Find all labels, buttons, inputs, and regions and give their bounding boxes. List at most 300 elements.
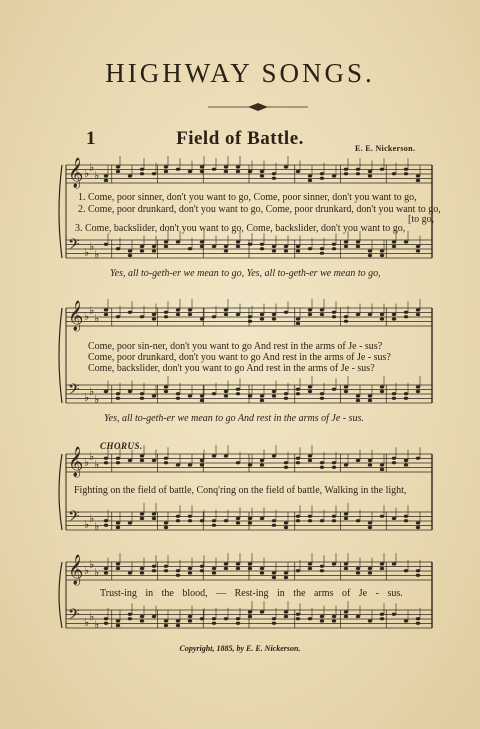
note: [284, 466, 288, 469]
note: [368, 521, 372, 524]
note: [368, 249, 372, 252]
note: [248, 170, 252, 173]
note: [248, 567, 252, 570]
note: [404, 519, 408, 522]
note: [416, 526, 420, 529]
verse-line-3: 3. Come, backslider, don't you want to go, Come, backslider, don't you want to go,: [75, 223, 406, 234]
note: [188, 615, 192, 618]
note: [356, 394, 360, 397]
note: [308, 562, 312, 565]
note: [248, 320, 252, 323]
flat-icon: ♭: [89, 385, 95, 398]
note: [188, 619, 192, 622]
note: [332, 174, 336, 177]
note: [176, 519, 180, 522]
note: [356, 245, 360, 248]
note: [164, 170, 168, 173]
note: [404, 315, 408, 318]
note: [260, 610, 264, 613]
note: [152, 517, 156, 520]
note: [140, 392, 144, 395]
note: [248, 521, 252, 524]
note: [176, 515, 180, 518]
note: [116, 619, 120, 622]
note: [212, 454, 216, 457]
note: [248, 562, 252, 565]
note: [296, 569, 300, 572]
note: [176, 624, 180, 627]
note: [368, 170, 372, 173]
note: [212, 315, 216, 318]
note: [380, 515, 384, 518]
note: [344, 463, 348, 466]
note: [344, 172, 348, 175]
note: [104, 519, 108, 522]
note: [320, 313, 324, 316]
hymn-number: 1: [86, 128, 96, 149]
note: [296, 617, 300, 620]
note: [164, 245, 168, 248]
note: [260, 247, 264, 250]
note: [200, 240, 204, 243]
note: [344, 390, 348, 393]
note: [344, 517, 348, 520]
note: [140, 454, 144, 457]
note: [140, 567, 144, 570]
note: [164, 619, 168, 622]
note: [224, 567, 228, 570]
note: [260, 317, 264, 320]
note: [320, 172, 324, 175]
note: [404, 619, 408, 622]
note: [104, 571, 108, 574]
note: [260, 174, 264, 177]
note: [296, 317, 300, 320]
note: [164, 624, 168, 627]
note: [152, 249, 156, 252]
flat-icon: ♭: [84, 564, 90, 577]
note: [260, 567, 264, 570]
note: [104, 461, 108, 464]
note: [416, 569, 420, 572]
note: [200, 463, 204, 466]
note: [332, 243, 336, 246]
note: [140, 459, 144, 462]
note: [284, 610, 288, 613]
note: [332, 461, 336, 464]
chorus-lyric-line: Fighting on the field of battle, Conq'ring on the field of battle, Walking in the light,: [74, 485, 407, 496]
note: [380, 313, 384, 316]
note: [140, 249, 144, 252]
verse-line-3: Come, backslider, don't you want to go And rest in the arms of Je - sus?: [88, 363, 375, 374]
note: [236, 517, 240, 520]
note: [392, 317, 396, 320]
note: [116, 567, 120, 570]
note: [332, 519, 336, 522]
note: [368, 459, 372, 462]
flat-icon: ♭: [84, 391, 90, 404]
note: [380, 617, 384, 620]
verse-line-1: 1. Come, poor sinner, don't you want to go, Come, poor sinner, don't you want to go,: [78, 192, 417, 203]
note: [296, 392, 300, 395]
note: [260, 394, 264, 397]
note: [140, 397, 144, 400]
note: [344, 315, 348, 318]
copyright-line: Copyright, 1885, by E. E. Nickerson.: [179, 644, 301, 653]
note: [356, 459, 360, 462]
note: [224, 519, 228, 522]
note: [308, 247, 312, 250]
flat-icon: ♭: [94, 248, 100, 261]
note: [404, 311, 408, 314]
note: [260, 170, 264, 173]
note: [200, 617, 204, 620]
note: [332, 562, 336, 565]
treble-clef-icon: 𝄞: [68, 555, 84, 585]
flat-icon: ♭: [89, 450, 95, 463]
note: [368, 399, 372, 402]
note: [140, 512, 144, 515]
note: [200, 399, 204, 402]
flat-icon: ♭: [84, 616, 90, 629]
note: [128, 254, 132, 257]
note: [224, 165, 228, 168]
note: [380, 168, 384, 171]
note: [164, 565, 168, 568]
note: [272, 454, 276, 457]
bass-clef-icon: 𝄢: [68, 236, 80, 257]
note: [380, 468, 384, 471]
note: [284, 576, 288, 579]
note: [380, 249, 384, 252]
note: [128, 571, 132, 574]
note: [344, 320, 348, 323]
note: [404, 463, 408, 466]
note: [296, 461, 300, 464]
note: [164, 569, 168, 572]
system-brace-icon: [59, 308, 62, 403]
note: [176, 397, 180, 400]
note: [200, 459, 204, 462]
note: [188, 394, 192, 397]
note: [296, 249, 300, 252]
note: [260, 243, 264, 246]
note: [164, 165, 168, 168]
note: [128, 459, 132, 462]
note: [164, 526, 168, 529]
note: [272, 249, 276, 252]
note: [344, 512, 348, 515]
flat-icon: ♭: [84, 246, 90, 259]
note: [236, 388, 240, 391]
note: [284, 165, 288, 168]
note: [272, 576, 276, 579]
note: [236, 617, 240, 620]
note: [152, 615, 156, 618]
note: [260, 459, 264, 462]
note: [284, 392, 288, 395]
flat-icon: ♭: [84, 456, 90, 469]
note: [188, 247, 192, 250]
note: [188, 170, 192, 173]
note: [128, 249, 132, 252]
note: [416, 574, 420, 577]
note: [236, 562, 240, 565]
note: [224, 245, 228, 248]
note: [332, 388, 336, 391]
note: [248, 463, 252, 466]
flat-icon: ♭: [89, 512, 95, 525]
note: [236, 521, 240, 524]
note: [176, 168, 180, 171]
note: [212, 245, 216, 248]
note: [416, 385, 420, 388]
note: [332, 311, 336, 314]
bass-clef-icon: 𝄢: [68, 606, 80, 627]
note: [356, 571, 360, 574]
note: [212, 622, 216, 625]
note: [224, 390, 228, 393]
note: [416, 308, 420, 311]
note: [176, 574, 180, 577]
note: [344, 610, 348, 613]
flat-icon: ♭: [94, 393, 100, 406]
note: [284, 571, 288, 574]
note: [188, 515, 192, 518]
note: [404, 392, 408, 395]
note: [224, 562, 228, 565]
note: [380, 390, 384, 393]
note: [284, 311, 288, 314]
note: [296, 322, 300, 325]
chorus-label: CHORUS.: [100, 441, 143, 451]
note: [260, 463, 264, 466]
note: [212, 571, 216, 574]
note: [236, 313, 240, 316]
note: [380, 317, 384, 320]
note: [104, 313, 108, 316]
note: [284, 245, 288, 248]
note: [224, 617, 228, 620]
note: [176, 313, 180, 316]
note: [236, 240, 240, 243]
note: [308, 313, 312, 316]
note: [356, 240, 360, 243]
verse-line-2: 2. Come, poor drunkard, don't you want to go, Come, poor drunkard, don't you want to go,: [78, 204, 441, 215]
note: [248, 517, 252, 520]
note: [320, 519, 324, 522]
note: [320, 565, 324, 568]
note: [176, 392, 180, 395]
note: [272, 524, 276, 527]
note: [344, 245, 348, 248]
note: [212, 168, 216, 171]
note: [176, 569, 180, 572]
note: [116, 624, 120, 627]
note: [116, 392, 120, 395]
note: [380, 567, 384, 570]
note: [128, 174, 132, 177]
note: [176, 240, 180, 243]
note: [416, 622, 420, 625]
note: [152, 512, 156, 515]
note: [296, 245, 300, 248]
note: [200, 519, 204, 522]
note: [284, 461, 288, 464]
note: [308, 308, 312, 311]
treble-clef-icon: 𝄞: [68, 158, 84, 188]
note: [104, 390, 108, 393]
note: [152, 317, 156, 320]
note: [380, 385, 384, 388]
note: [416, 390, 420, 393]
note: [236, 622, 240, 625]
note: [284, 526, 288, 529]
note: [404, 168, 408, 171]
note: [272, 317, 276, 320]
note: [176, 619, 180, 622]
note: [260, 399, 264, 402]
note: [200, 317, 204, 320]
note: [368, 567, 372, 570]
note: [344, 168, 348, 171]
note: [404, 459, 408, 462]
note: [140, 245, 144, 248]
note: [188, 463, 192, 466]
flat-icon: ♭: [94, 169, 100, 182]
note: [104, 243, 108, 246]
note: [308, 519, 312, 522]
note: [296, 388, 300, 391]
note: [152, 569, 156, 572]
note: [248, 243, 252, 246]
note: [392, 245, 396, 248]
note: [308, 179, 312, 182]
note: [224, 170, 228, 173]
note: [272, 177, 276, 180]
flat-icon: ♭: [94, 520, 100, 533]
flat-icon: ♭: [89, 610, 95, 623]
note: [308, 459, 312, 462]
note: [272, 571, 276, 574]
note: [344, 240, 348, 243]
note: [164, 521, 168, 524]
note: [140, 315, 144, 318]
note: [200, 394, 204, 397]
note: [332, 619, 336, 622]
note: [152, 313, 156, 316]
note: [404, 397, 408, 400]
note: [164, 457, 168, 460]
note: [368, 619, 372, 622]
note: [116, 397, 120, 400]
bass-lyric-line: Yes, all to-geth-er we mean to go, Yes, all to-geth-er we mean to go,: [110, 268, 381, 279]
note: [140, 172, 144, 175]
note: [200, 245, 204, 248]
note: [188, 308, 192, 311]
note: [356, 567, 360, 570]
note: [368, 394, 372, 397]
composer-credit: E. E. Nickerson.: [355, 144, 416, 153]
note: [116, 315, 120, 318]
note: [128, 617, 132, 620]
note: [392, 313, 396, 316]
book-title: HIGHWAY SONGS.: [105, 58, 375, 88]
note: [368, 571, 372, 574]
flat-icon: ♭: [94, 618, 100, 631]
note: [224, 308, 228, 311]
note: [140, 615, 144, 618]
note: [308, 390, 312, 393]
note: [332, 615, 336, 618]
note: [308, 567, 312, 570]
note: [152, 172, 156, 175]
flat-icon: ♭: [94, 566, 100, 579]
note: [176, 463, 180, 466]
note: [104, 622, 108, 625]
note: [272, 245, 276, 248]
note: [164, 240, 168, 243]
note: [152, 394, 156, 397]
note: [272, 313, 276, 316]
note: [392, 517, 396, 520]
note: [272, 519, 276, 522]
note: [416, 174, 420, 177]
verse-line-continuation: [to go,: [408, 214, 435, 225]
note: [320, 619, 324, 622]
note: [248, 315, 252, 318]
note: [260, 313, 264, 316]
flat-icon: ♭: [84, 518, 90, 531]
note: [380, 254, 384, 257]
note: [296, 170, 300, 173]
note: [284, 249, 288, 252]
note: [308, 515, 312, 518]
flat-icon: ♭: [94, 312, 100, 325]
note: [200, 569, 204, 572]
verse-line-1: Come, poor sin-ner, don't you want to go And rest in the arms of Je - sus?: [88, 341, 383, 352]
flat-icon: ♭: [89, 161, 95, 174]
chorus-lyric-line: Trust-ing in the blood, — Rest-ing in the arms of Je - sus.: [100, 588, 403, 599]
bass-clef-icon: 𝄢: [68, 381, 80, 402]
flat-icon: ♭: [94, 458, 100, 471]
note: [380, 562, 384, 565]
note: [416, 521, 420, 524]
note: [212, 392, 216, 395]
note: [236, 567, 240, 570]
note: [392, 461, 396, 464]
note: [416, 313, 420, 316]
note: [308, 174, 312, 177]
flat-icon: ♭: [84, 167, 90, 180]
note: [116, 165, 120, 168]
note: [368, 254, 372, 257]
note: [128, 390, 132, 393]
note: [236, 245, 240, 248]
note: [272, 172, 276, 175]
note: [368, 526, 372, 529]
note: [248, 394, 252, 397]
flat-icon: ♭: [89, 240, 95, 253]
note: [296, 519, 300, 522]
note: [356, 519, 360, 522]
note: [416, 245, 420, 248]
note: [116, 461, 120, 464]
note: [140, 168, 144, 171]
note: [104, 567, 108, 570]
note: [152, 245, 156, 248]
note: [104, 308, 108, 311]
